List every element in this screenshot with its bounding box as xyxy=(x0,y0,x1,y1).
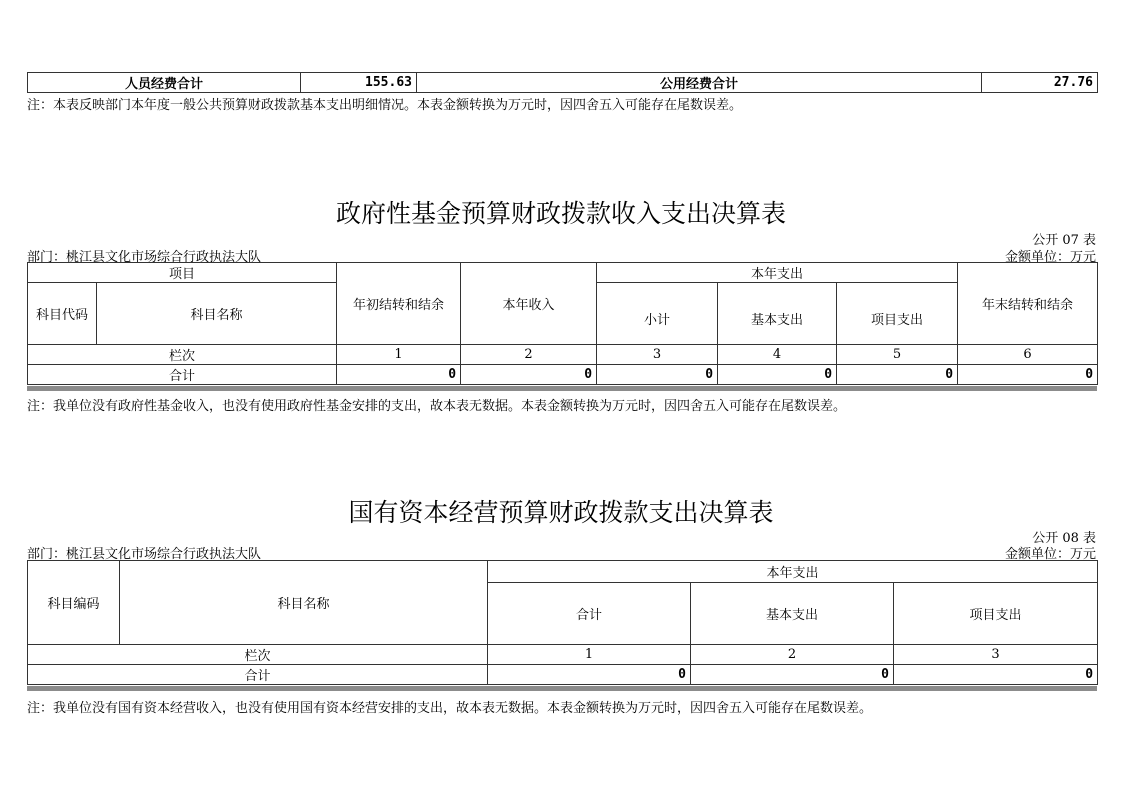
header-item: 项目 xyxy=(28,263,337,283)
column-index: 2 xyxy=(461,345,597,365)
column-index: 1 xyxy=(337,345,461,365)
summary-table xyxy=(27,72,1098,93)
fund-note: 注：我单位没有政府性基金收入，也没有使用政府性基金安排的支出，故本表无数据。本表金额转换为万元时，因四舍五入可能存在尾数误差。 xyxy=(27,399,847,414)
capital-note: 注：我单位没有国有资本经营收入，也没有使用国有资本经营安排的支出，故本表无数据。本表金额转换为万元时，因四舍五入可能存在尾数误差。 xyxy=(27,701,873,716)
fund-table xyxy=(27,262,1098,385)
total-label: 合计 xyxy=(28,365,337,385)
personnel-value: 155.63 xyxy=(301,73,417,93)
header-code: 科目编码 xyxy=(28,561,120,645)
personnel-label: 人员经费合计 xyxy=(28,73,301,93)
fund-department: 部门：桃江县文化市场综合行政执法大队 xyxy=(27,250,262,265)
header-basic: 基本支出 xyxy=(718,283,837,345)
capital-unit: 金额单位：万元 xyxy=(1004,547,1096,562)
column-index: 6 xyxy=(958,345,1098,365)
total-value: 0 xyxy=(337,365,461,385)
table-footer-bar xyxy=(27,686,1097,691)
total-value: 0 xyxy=(894,665,1098,685)
header-expense-group: 本年支出 xyxy=(597,263,958,283)
total-label: 合计 xyxy=(28,665,488,685)
fund-table-title: 政府性基金预算财政拨款收入支出决算表 xyxy=(335,199,786,228)
capital-table-code: 公开 08 表 xyxy=(1032,531,1096,546)
capital-table xyxy=(27,560,1098,685)
total-value: 0 xyxy=(837,365,958,385)
header-name: 科目名称 xyxy=(120,561,488,645)
header-code: 科目代码 xyxy=(28,283,97,345)
header-total: 合计 xyxy=(488,583,691,645)
capital-department: 部门：桃江县文化市场综合行政执法大队 xyxy=(27,547,262,562)
column-index: 1 xyxy=(488,645,691,665)
fund-table-code: 公开 07 表 xyxy=(1032,233,1096,248)
header-end-balance: 年末结转和结余 xyxy=(958,263,1098,345)
total-value: 0 xyxy=(718,365,837,385)
header-project: 项目支出 xyxy=(837,283,958,345)
header-expense-group: 本年支出 xyxy=(488,561,1098,583)
summary-note: 注：本表反映部门本年度一般公共预算财政拨款基本支出明细情况。本表金额转换为万元时，因四舍五入可能存在尾数误差。 xyxy=(27,98,743,113)
header-income: 本年收入 xyxy=(461,263,597,345)
column-index-label: 栏次 xyxy=(28,345,337,365)
header-basic: 基本支出 xyxy=(691,583,894,645)
header-project: 项目支出 xyxy=(894,583,1098,645)
public-label: 公用经费合计 xyxy=(417,73,982,93)
header-name: 科目名称 xyxy=(97,283,337,345)
header-subtotal: 小计 xyxy=(597,283,718,345)
column-index-label: 栏次 xyxy=(28,645,488,665)
column-index: 4 xyxy=(718,345,837,365)
fund-unit: 金额单位：万元 xyxy=(1004,250,1096,265)
total-value: 0 xyxy=(461,365,597,385)
table-footer-bar xyxy=(27,386,1097,391)
column-index: 5 xyxy=(837,345,958,365)
total-value: 0 xyxy=(958,365,1098,385)
capital-table-title: 国有资本经营预算财政拨款支出决算表 xyxy=(348,498,774,527)
column-index: 3 xyxy=(894,645,1098,665)
total-value: 0 xyxy=(597,365,718,385)
header-begin-balance: 年初结转和结余 xyxy=(337,263,461,345)
public-value: 27.76 xyxy=(982,73,1098,93)
total-value: 0 xyxy=(691,665,894,685)
column-index: 2 xyxy=(691,645,894,665)
column-index: 3 xyxy=(597,345,718,365)
total-value: 0 xyxy=(488,665,691,685)
